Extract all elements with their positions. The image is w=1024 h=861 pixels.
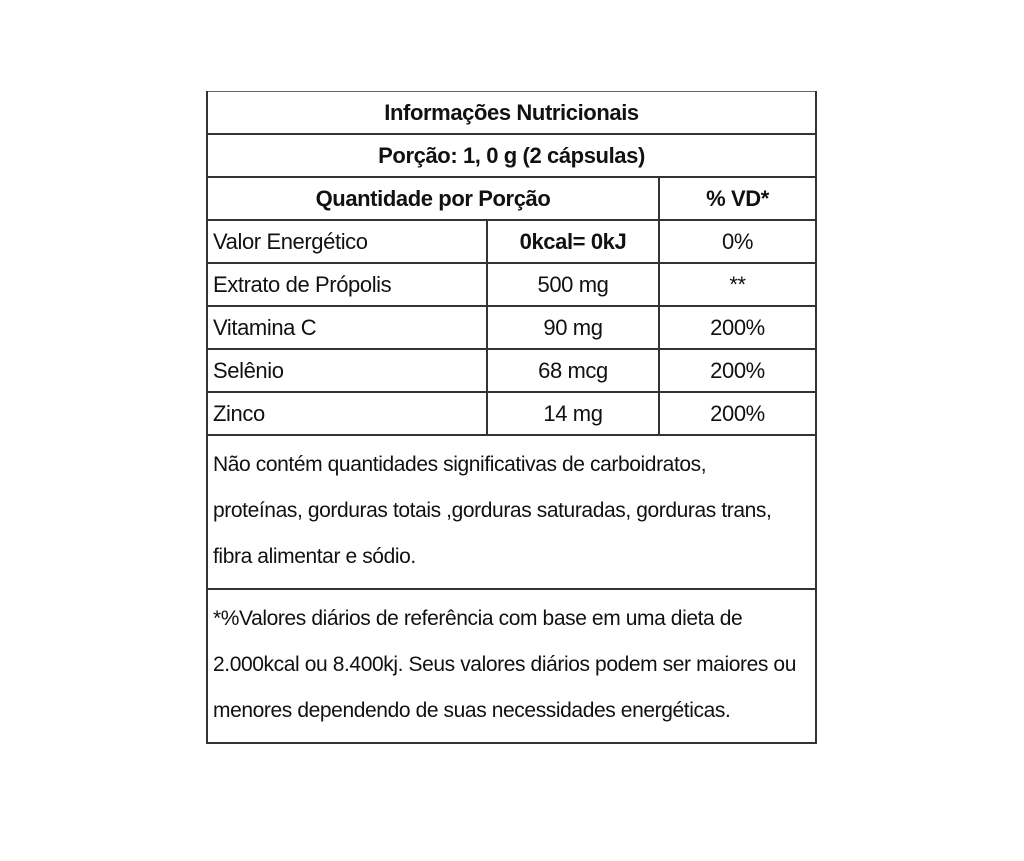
nutrient-dv: 200% xyxy=(659,306,816,349)
table-title: Informações Nutricionais xyxy=(207,92,816,135)
title-row xyxy=(207,92,816,135)
note-line: fibra alimentar e sódio. xyxy=(213,545,416,568)
table-row xyxy=(207,349,816,392)
note-row xyxy=(207,435,816,589)
footnote-line: 2.000kcal ou 8.400kj. Seus valores diários podem ser maiores ou xyxy=(213,653,796,676)
nutrient-amount: 0kcal= 0kJ xyxy=(487,220,659,263)
nutrient-amount: 68 mcg xyxy=(487,349,659,392)
footnote-row xyxy=(207,589,816,743)
note-line: proteínas, gorduras totais ,gorduras saturadas, gorduras trans, xyxy=(213,499,772,522)
serving-row xyxy=(207,134,816,177)
nutrient-name: Valor Energético xyxy=(207,220,487,263)
nutrient-amount: 14 mg xyxy=(487,392,659,435)
daily-value-footnote xyxy=(207,589,816,743)
header-row xyxy=(207,177,816,220)
table-row xyxy=(207,306,816,349)
nutrient-dv: 0% xyxy=(659,220,816,263)
nutrient-dv: ** xyxy=(659,263,816,306)
nutrient-amount: 90 mg xyxy=(487,306,659,349)
quantity-header: Quantidade por Porção xyxy=(207,177,659,220)
nutrient-name: Selênio xyxy=(207,349,487,392)
nutrient-name: Extrato de Própolis xyxy=(207,263,487,306)
nutrient-dv: 200% xyxy=(659,392,816,435)
nutrient-name: Vitamina C xyxy=(207,306,487,349)
nutrient-dv: 200% xyxy=(659,349,816,392)
dv-header: % VD* xyxy=(659,177,816,220)
table-row xyxy=(207,220,816,263)
nutrition-facts-table xyxy=(206,91,817,744)
footnote-line: *%Valores diários de referência com base em uma dieta de xyxy=(213,607,743,630)
nutrient-name: Zinco xyxy=(207,392,487,435)
serving-size: Porção: 1, 0 g (2 cápsulas) xyxy=(207,134,816,177)
table-row xyxy=(207,263,816,306)
nutrient-note xyxy=(207,435,816,589)
table-row xyxy=(207,392,816,435)
footnote-line: menores dependendo de suas necessidades energéticas. xyxy=(213,699,731,722)
note-line: Não contém quantidades significativas de carboidratos, xyxy=(213,453,707,476)
nutrient-amount: 500 mg xyxy=(487,263,659,306)
